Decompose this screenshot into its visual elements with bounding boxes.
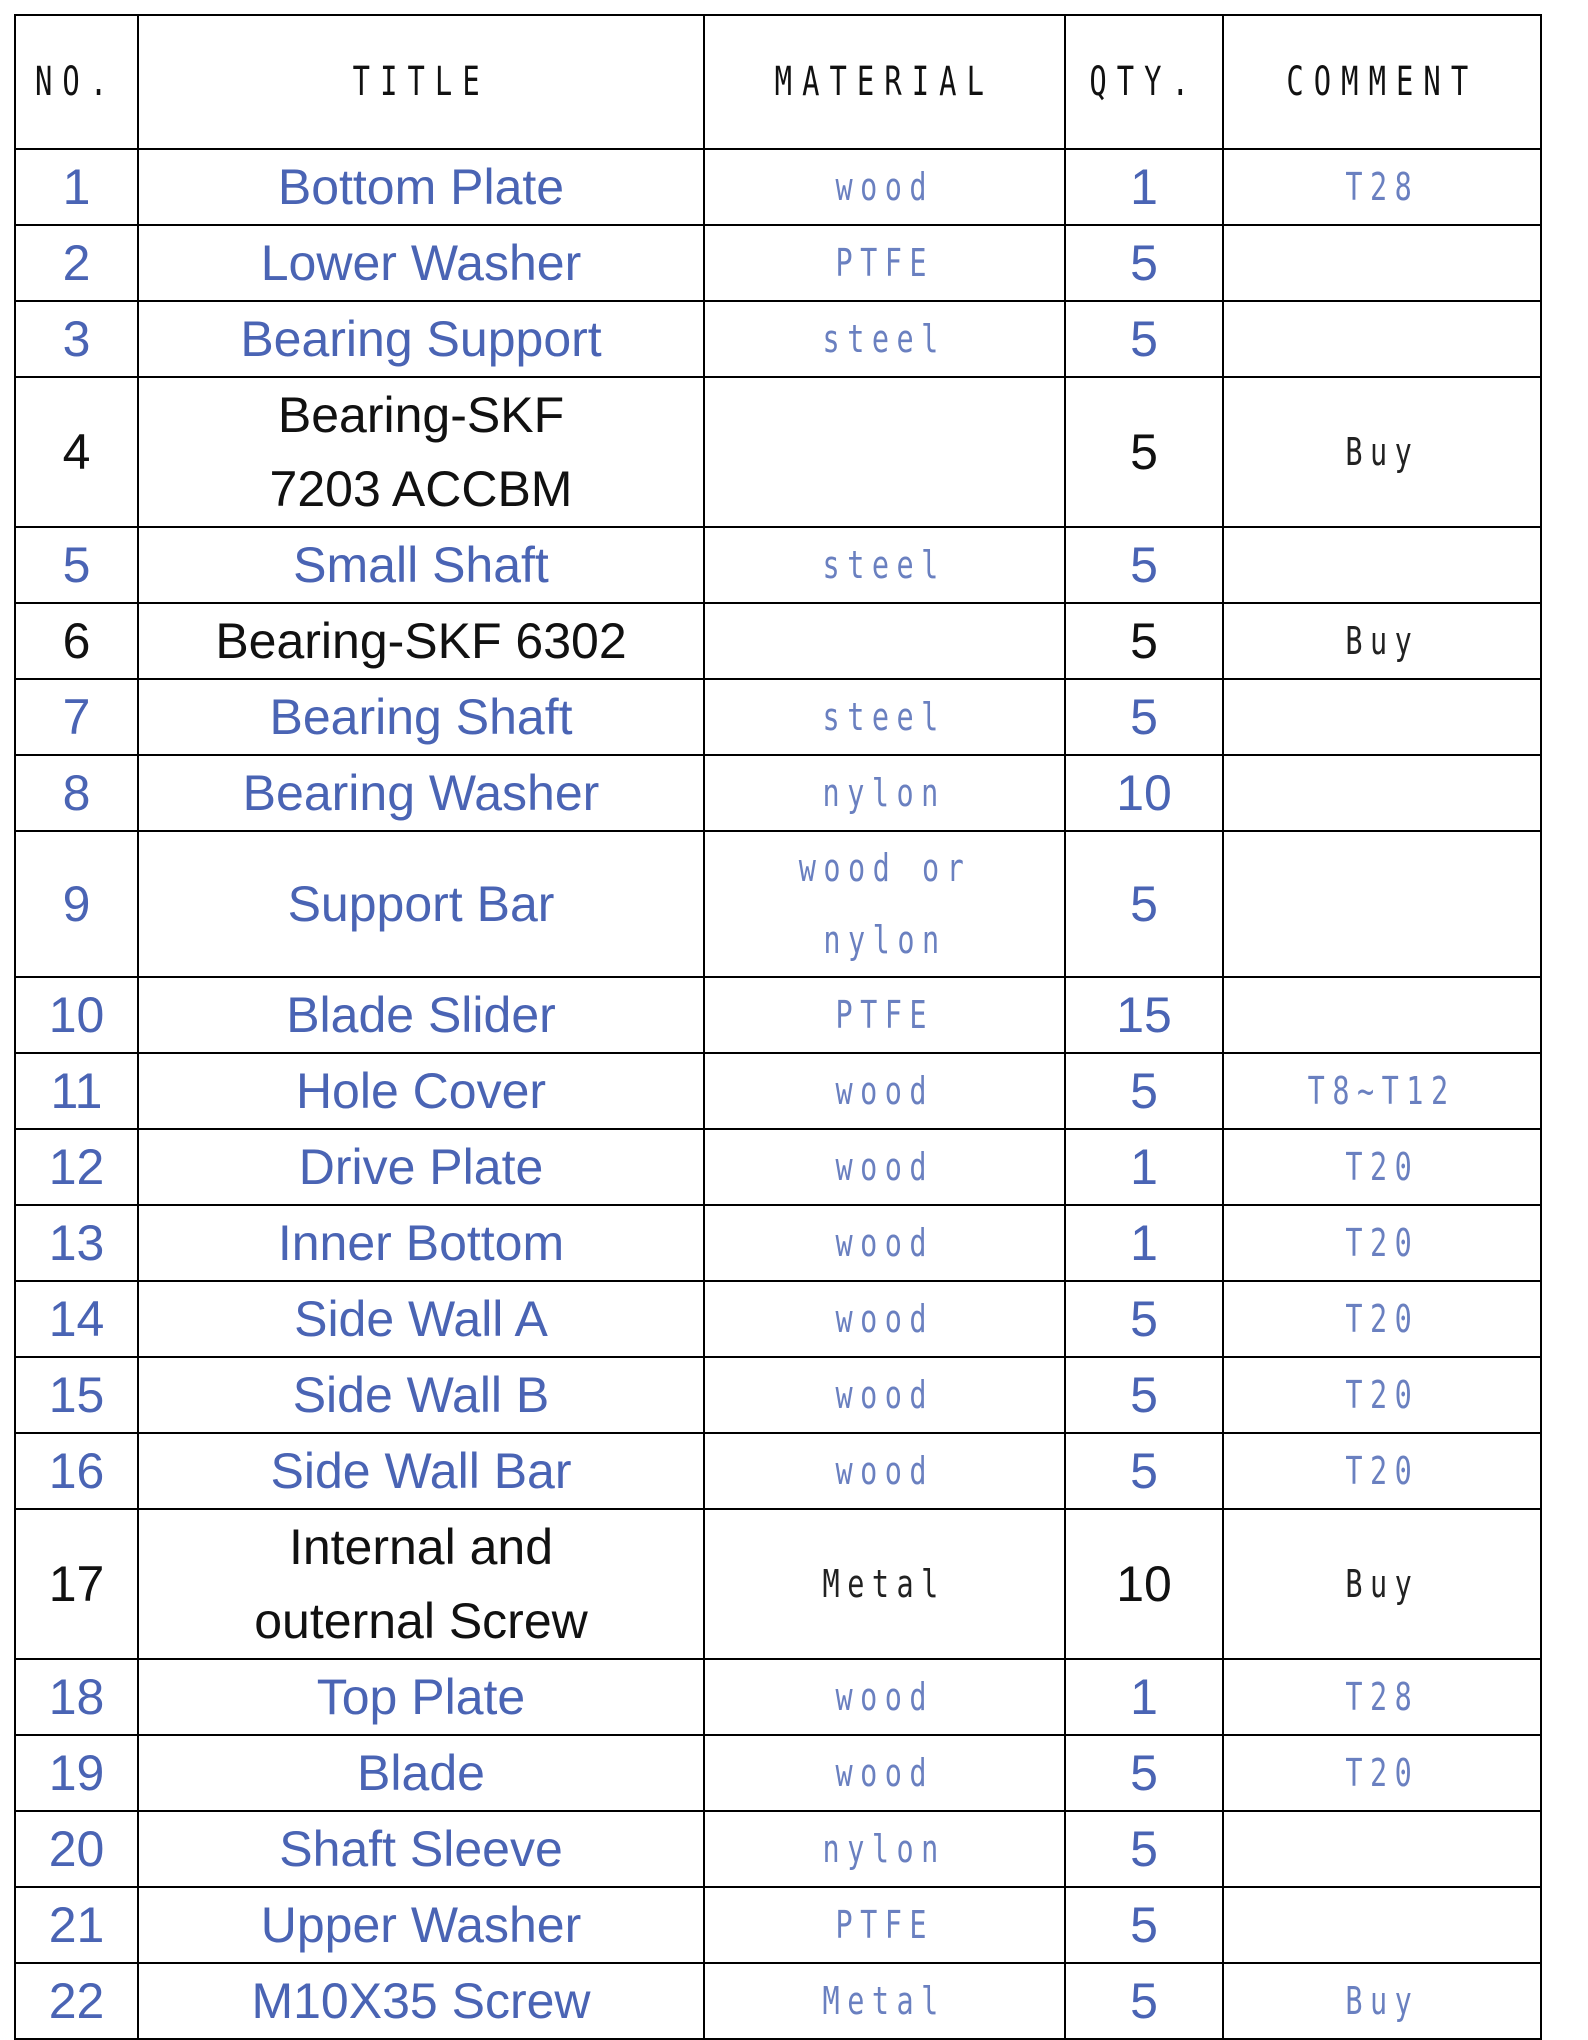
cell-no-text: 1: [62, 159, 91, 215]
header-qty: QTY.: [1065, 15, 1223, 149]
cell-no-text: 19: [48, 1745, 105, 1801]
cell-qty: [1065, 1205, 1223, 1281]
header-material: MATERIAL: [704, 15, 1065, 149]
cell-qty-text: 1: [1130, 1215, 1158, 1271]
cell-no-text: 20: [48, 1821, 105, 1877]
table-row: [15, 603, 1541, 679]
cell-title-text: Internal and outernal Screw: [254, 1519, 588, 1649]
cell-material-text: wood: [835, 1675, 934, 1719]
cell-comment-text: T20: [1345, 1373, 1419, 1417]
cell-comment: [1223, 1433, 1541, 1509]
cell-comment: [1223, 301, 1541, 377]
cell-comment: [1223, 1357, 1541, 1433]
cell-title-text: Hole Cover: [295, 1063, 547, 1119]
cell-title-text: Bearing-SKF 7203 ACCBM: [269, 387, 573, 517]
table-row: [15, 1357, 1541, 1433]
header-title: TITLE: [138, 15, 704, 149]
cell-material-text: nylon: [822, 771, 947, 815]
cell-comment: [1223, 977, 1541, 1053]
cell-title-text: Side Wall A: [294, 1291, 548, 1347]
cell-title: [138, 1887, 704, 1963]
cell-comment: [1223, 527, 1541, 603]
cell-comment-text: T8~T12: [1308, 1069, 1456, 1113]
cell-comment-text: Buy: [1345, 619, 1419, 663]
cell-material-text: Metal: [822, 1562, 947, 1606]
cell-no-text: 16: [48, 1443, 105, 1499]
cell-title: [138, 1735, 704, 1811]
table-row: [15, 1129, 1541, 1205]
cell-material-text: Metal: [822, 1979, 947, 2023]
cell-comment: [1223, 603, 1541, 679]
cell-comment-text: Buy: [1345, 430, 1419, 474]
cell-qty: [1065, 679, 1223, 755]
cell-title-text: Shaft Sleeve: [279, 1821, 563, 1877]
cell-material: [704, 1659, 1065, 1735]
cell-title-text: Side Wall Bar: [270, 1443, 572, 1499]
cell-qty-text: 5: [1130, 1291, 1158, 1347]
cell-comment: [1223, 1811, 1541, 1887]
cell-no: [15, 1887, 138, 1963]
table-row: [15, 1887, 1541, 1963]
cell-title: [138, 1205, 704, 1281]
table-row: [15, 831, 1541, 977]
cell-material-text: wood: [835, 1751, 934, 1795]
cell-no-text: 3: [62, 311, 91, 367]
cell-comment: [1223, 377, 1541, 527]
cell-title: [138, 679, 704, 755]
cell-comment: [1223, 1887, 1541, 1963]
table-row: [15, 977, 1541, 1053]
cell-no: [15, 1205, 138, 1281]
cell-qty-text: 15: [1116, 987, 1172, 1043]
cell-no: [15, 1433, 138, 1509]
cell-title-text: Bearing Shaft: [269, 689, 573, 745]
cell-material-text: wood: [835, 1297, 934, 1341]
cell-material: [704, 225, 1065, 301]
cell-comment-text: T20: [1345, 1145, 1419, 1189]
cell-title-text: Bearing Support: [240, 311, 602, 367]
cell-title: [138, 225, 704, 301]
cell-qty-text: 5: [1130, 1443, 1158, 1499]
cell-comment-text: Buy: [1345, 1979, 1419, 2023]
cell-material: [704, 1281, 1065, 1357]
cell-material-text: steel: [822, 543, 947, 587]
cell-qty-text: 5: [1130, 876, 1158, 932]
cell-qty-text: 5: [1130, 235, 1158, 291]
cell-title: [138, 1357, 704, 1433]
cell-material: [704, 831, 1065, 977]
cell-title-text: Inner Bottom: [277, 1215, 565, 1271]
cell-material: [704, 301, 1065, 377]
table-row: [15, 679, 1541, 755]
cell-title: [138, 1281, 704, 1357]
cell-no: [15, 1053, 138, 1129]
cell-no: [15, 1281, 138, 1357]
cell-no-text: 17: [48, 1556, 105, 1612]
cell-comment-text: T20: [1345, 1449, 1419, 1493]
cell-title: [138, 1129, 704, 1205]
cell-no: [15, 1659, 138, 1735]
header-comment: COMMENT: [1223, 15, 1541, 149]
cell-material-text: wood: [835, 165, 934, 209]
cell-comment: [1223, 755, 1541, 831]
cell-material: [704, 1509, 1065, 1659]
cell-no: [15, 1357, 138, 1433]
cell-no-text: 10: [48, 987, 105, 1043]
cell-title: [138, 603, 704, 679]
cell-comment: [1223, 1205, 1541, 1281]
cell-material: [704, 1735, 1065, 1811]
cell-title: [138, 1963, 704, 2039]
cell-title: [138, 977, 704, 1053]
cell-no: [15, 831, 138, 977]
cell-no: [15, 1963, 138, 2039]
cell-title-text: Blade Slider: [286, 987, 556, 1043]
cell-comment: [1223, 831, 1541, 977]
cell-title-text: Support Bar: [287, 876, 555, 932]
cell-title: [138, 301, 704, 377]
cell-no: [15, 149, 138, 225]
cell-qty: [1065, 377, 1223, 527]
cell-no: [15, 1735, 138, 1811]
cell-title-text: Top Plate: [316, 1669, 526, 1725]
cell-material: [704, 977, 1065, 1053]
table-row: [15, 1659, 1541, 1735]
cell-qty: [1065, 1887, 1223, 1963]
cell-qty: [1065, 603, 1223, 679]
cell-title: [138, 755, 704, 831]
cell-material-text: wood or nylon: [798, 846, 971, 962]
cell-no-text: 11: [50, 1063, 103, 1119]
cell-no-text: 14: [48, 1291, 105, 1347]
cell-title: [138, 831, 704, 977]
cell-material-text: PTFE: [835, 1903, 934, 1947]
cell-material: [704, 1887, 1065, 1963]
table-row: [15, 755, 1541, 831]
cell-qty-text: 10: [1116, 1556, 1172, 1612]
cell-qty-text: 5: [1130, 1897, 1158, 1953]
cell-qty: [1065, 1659, 1223, 1735]
cell-qty: [1065, 1509, 1223, 1659]
cell-title: [138, 1659, 704, 1735]
cell-title: [138, 149, 704, 225]
cell-no: [15, 527, 138, 603]
cell-comment: [1223, 225, 1541, 301]
table-row: [15, 1281, 1541, 1357]
cell-comment: [1223, 679, 1541, 755]
cell-material: [704, 1811, 1065, 1887]
table-row: [15, 1053, 1541, 1129]
cell-title-text: M10X35 Screw: [251, 1973, 591, 2029]
cell-material: [704, 1205, 1065, 1281]
cell-qty-text: 5: [1130, 1973, 1158, 2029]
cell-qty: [1065, 225, 1223, 301]
cell-qty: [1065, 1735, 1223, 1811]
table-row: [15, 377, 1541, 527]
cell-no: [15, 603, 138, 679]
cell-title-text: Drive Plate: [298, 1139, 544, 1195]
table-body: [15, 149, 1541, 2039]
cell-qty-text: 5: [1130, 311, 1158, 367]
cell-material: [704, 527, 1065, 603]
table-row: [15, 149, 1541, 225]
cell-qty-text: 5: [1130, 1367, 1158, 1423]
header-row: [15, 15, 1541, 149]
cell-no: [15, 1129, 138, 1205]
cell-no: [15, 755, 138, 831]
cell-title-text: Lower Washer: [260, 235, 582, 291]
cell-no-text: 8: [62, 765, 91, 821]
cell-comment: [1223, 1735, 1541, 1811]
cell-material: [704, 603, 1065, 679]
cell-material-text: steel: [822, 695, 947, 739]
cell-title: [138, 527, 704, 603]
cell-material-text: steel: [822, 317, 947, 361]
cell-qty: [1065, 755, 1223, 831]
cell-qty: [1065, 527, 1223, 603]
cell-qty: [1065, 1433, 1223, 1509]
table-row: [15, 527, 1541, 603]
cell-title-text: Upper Washer: [260, 1897, 582, 1953]
cell-material-text: wood: [835, 1221, 934, 1265]
cell-comment-text: T20: [1345, 1751, 1419, 1795]
cell-comment-text: T20: [1345, 1297, 1419, 1341]
cell-title-text: Small Shaft: [293, 537, 549, 593]
cell-title-text: Bottom Plate: [277, 159, 565, 215]
table-row: [15, 301, 1541, 377]
cell-qty: [1065, 1811, 1223, 1887]
cell-no-text: 9: [62, 876, 91, 932]
table-row: [15, 1963, 1541, 2039]
cell-qty-text: 5: [1130, 1821, 1158, 1877]
cell-no-text: 21: [48, 1897, 105, 1953]
cell-qty: [1065, 1129, 1223, 1205]
cell-qty: [1065, 1357, 1223, 1433]
cell-no-text: 4: [62, 424, 91, 480]
table-row: [15, 1811, 1541, 1887]
cell-material: [704, 1357, 1065, 1433]
table-row: [15, 1205, 1541, 1281]
cell-material: [704, 679, 1065, 755]
cell-qty-text: 5: [1130, 689, 1158, 745]
cell-no: [15, 301, 138, 377]
cell-material: [704, 755, 1065, 831]
cell-no-text: 18: [48, 1669, 105, 1725]
table-row: [15, 1509, 1541, 1659]
cell-no-text: 5: [62, 537, 91, 593]
cell-qty-text: 5: [1130, 613, 1158, 669]
header-no: NO.: [15, 15, 138, 149]
cell-no-text: 2: [62, 235, 91, 291]
cell-no: [15, 977, 138, 1053]
cell-title: [138, 1433, 704, 1509]
cell-comment: [1223, 1053, 1541, 1129]
cell-material: [704, 1129, 1065, 1205]
cell-material-text: wood: [835, 1069, 934, 1113]
cell-material-text: PTFE: [835, 241, 934, 285]
cell-qty-text: 5: [1130, 537, 1158, 593]
cell-comment-text: Buy: [1345, 1562, 1419, 1606]
cell-qty: [1065, 1281, 1223, 1357]
cell-material: [704, 1053, 1065, 1129]
table-row: [15, 1433, 1541, 1509]
cell-no-text: 6: [62, 613, 91, 669]
cell-title-text: Bearing-SKF 6302: [215, 613, 627, 669]
cell-title: [138, 1509, 704, 1659]
cell-comment: [1223, 149, 1541, 225]
cell-material: [704, 149, 1065, 225]
cell-qty: [1065, 301, 1223, 377]
cell-material-text: nylon: [822, 1827, 947, 1871]
bill-of-materials-table: [14, 14, 1542, 2040]
cell-title: [138, 1811, 704, 1887]
cell-qty: [1065, 149, 1223, 225]
cell-qty-text: 1: [1130, 159, 1158, 215]
cell-no-text: 12: [48, 1139, 105, 1195]
cell-qty: [1065, 977, 1223, 1053]
cell-comment: [1223, 1129, 1541, 1205]
cell-material-text: PTFE: [835, 993, 934, 1037]
cell-qty: [1065, 1963, 1223, 2039]
cell-comment: [1223, 1509, 1541, 1659]
cell-title: [138, 1053, 704, 1129]
cell-comment: [1223, 1963, 1541, 2039]
cell-qty-text: 1: [1130, 1669, 1158, 1725]
cell-no-text: 13: [48, 1215, 105, 1271]
cell-qty: [1065, 831, 1223, 977]
cell-title-text: Blade: [357, 1745, 485, 1801]
cell-comment: [1223, 1281, 1541, 1357]
cell-qty-text: 5: [1130, 424, 1158, 480]
cell-title-text: Bearing Washer: [242, 765, 600, 821]
cell-material-text: wood: [835, 1373, 934, 1417]
cell-title-text: Side Wall B: [292, 1367, 550, 1423]
cell-title: [138, 377, 704, 527]
cell-no: [15, 377, 138, 527]
cell-comment-text: T20: [1345, 1221, 1419, 1265]
cell-material: [704, 377, 1065, 527]
cell-qty-text: 5: [1130, 1063, 1158, 1119]
cell-no-text: 7: [62, 689, 91, 745]
cell-qty: [1065, 1053, 1223, 1129]
cell-comment-text: T28: [1345, 165, 1419, 209]
cell-no: [15, 679, 138, 755]
cell-material-text: wood: [835, 1145, 934, 1189]
table-row: [15, 1735, 1541, 1811]
cell-material-text: wood: [835, 1449, 934, 1493]
cell-comment: [1223, 1659, 1541, 1735]
cell-material: [704, 1963, 1065, 2039]
cell-no: [15, 1509, 138, 1659]
cell-no-text: 22: [48, 1973, 105, 2029]
table-row: [15, 225, 1541, 301]
cell-no: [15, 1811, 138, 1887]
cell-qty-text: 5: [1130, 1745, 1158, 1801]
cell-qty-text: 10: [1116, 765, 1172, 821]
cell-no: [15, 225, 138, 301]
cell-qty-text: 1: [1130, 1139, 1158, 1195]
cell-material: [704, 1433, 1065, 1509]
cell-no-text: 15: [48, 1367, 105, 1423]
cell-comment-text: T28: [1345, 1675, 1419, 1719]
